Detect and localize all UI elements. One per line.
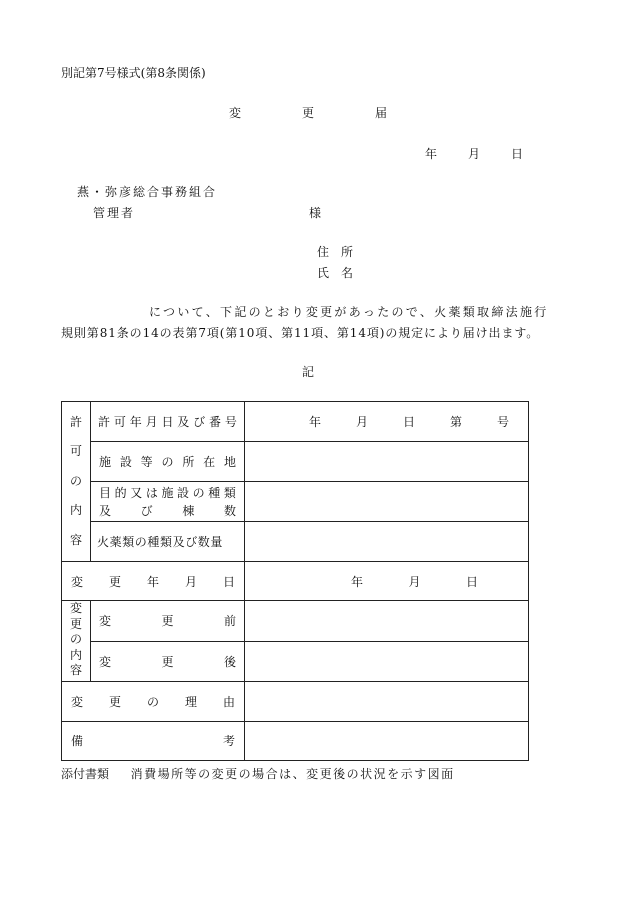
change-reason-label: 変 更 の 理 由 — [62, 681, 245, 721]
date-line — [425, 148, 523, 160]
before-change-label: 変 更 前 — [91, 601, 245, 642]
table-row — [62, 482, 529, 522]
change-group-label: 変 更 の 内 容 — [62, 601, 91, 682]
remarks-label: 備 考 — [62, 721, 245, 760]
body-line-2: 規則第81条の14の表第7項(第10項、第11項、第14項)の規定により届け出ます。 — [61, 326, 540, 340]
table-row — [62, 562, 529, 601]
date-year: 年 — [425, 147, 438, 161]
attachment-text: 消費場所等の変更の場合は、変更後の状況を示す図面 — [130, 767, 455, 781]
attachment-label: 添付書類 — [61, 767, 110, 781]
ki-heading: 記 — [302, 365, 315, 379]
purpose-facility-field[interactable] — [245, 482, 529, 522]
permit-date-no-label: 許 可 年 月 日 及 び 番 号 — [91, 402, 245, 442]
facility-location-label: 施 設 等 の 所 在 地 — [91, 442, 245, 482]
address-label: 住 所 — [317, 245, 354, 259]
attachment-line — [61, 768, 455, 780]
remarks-field[interactable] — [245, 721, 529, 760]
facility-location-field[interactable] — [245, 442, 529, 482]
date-day: 日 — [510, 147, 523, 161]
explosives-type-qty-field[interactable] — [245, 522, 529, 562]
table-row — [62, 641, 529, 681]
before-change-field[interactable] — [245, 601, 529, 642]
purpose-facility-label: 目 的 又 は 施 設 の 種 類 及 び 棟 数 — [91, 482, 245, 522]
title-char: 更 — [301, 106, 314, 120]
permit-date-no-field[interactable]: 年 月 日 第 号 — [245, 402, 529, 442]
title-char: 届 — [374, 106, 387, 120]
table-row — [62, 522, 529, 562]
after-change-label: 変 更 後 — [91, 641, 245, 681]
change-reason-field[interactable] — [245, 681, 529, 721]
table-row — [62, 721, 529, 760]
form-number: 別記第7号様式(第8条関係) — [61, 66, 206, 80]
change-date-label: 変 更 年 月 日 — [62, 562, 245, 601]
after-change-field[interactable] — [245, 641, 529, 681]
change-form-table — [61, 401, 529, 761]
change-date-field[interactable]: 年 月 日 — [245, 562, 529, 601]
table-row — [62, 402, 529, 442]
date-month: 月 — [467, 147, 480, 161]
permit-group-label: 許 可 の 内 容 — [62, 402, 91, 562]
body-line-1: について、下記のとおり変更があったので、火薬類取締法施行 — [149, 305, 549, 319]
table-row — [62, 442, 529, 482]
table-row — [62, 601, 529, 642]
recipient-honorific: 様 — [309, 206, 322, 220]
recipient-role: 管理者 — [93, 206, 136, 220]
explosives-type-qty-label: 火薬類の種類及び数量 — [91, 522, 245, 562]
table-row — [62, 681, 529, 721]
recipient-org: 燕・弥彦総合事務組合 — [77, 185, 218, 199]
title-char: 変 — [229, 106, 242, 120]
name-label: 氏 名 — [317, 266, 354, 280]
document-title — [229, 107, 387, 119]
